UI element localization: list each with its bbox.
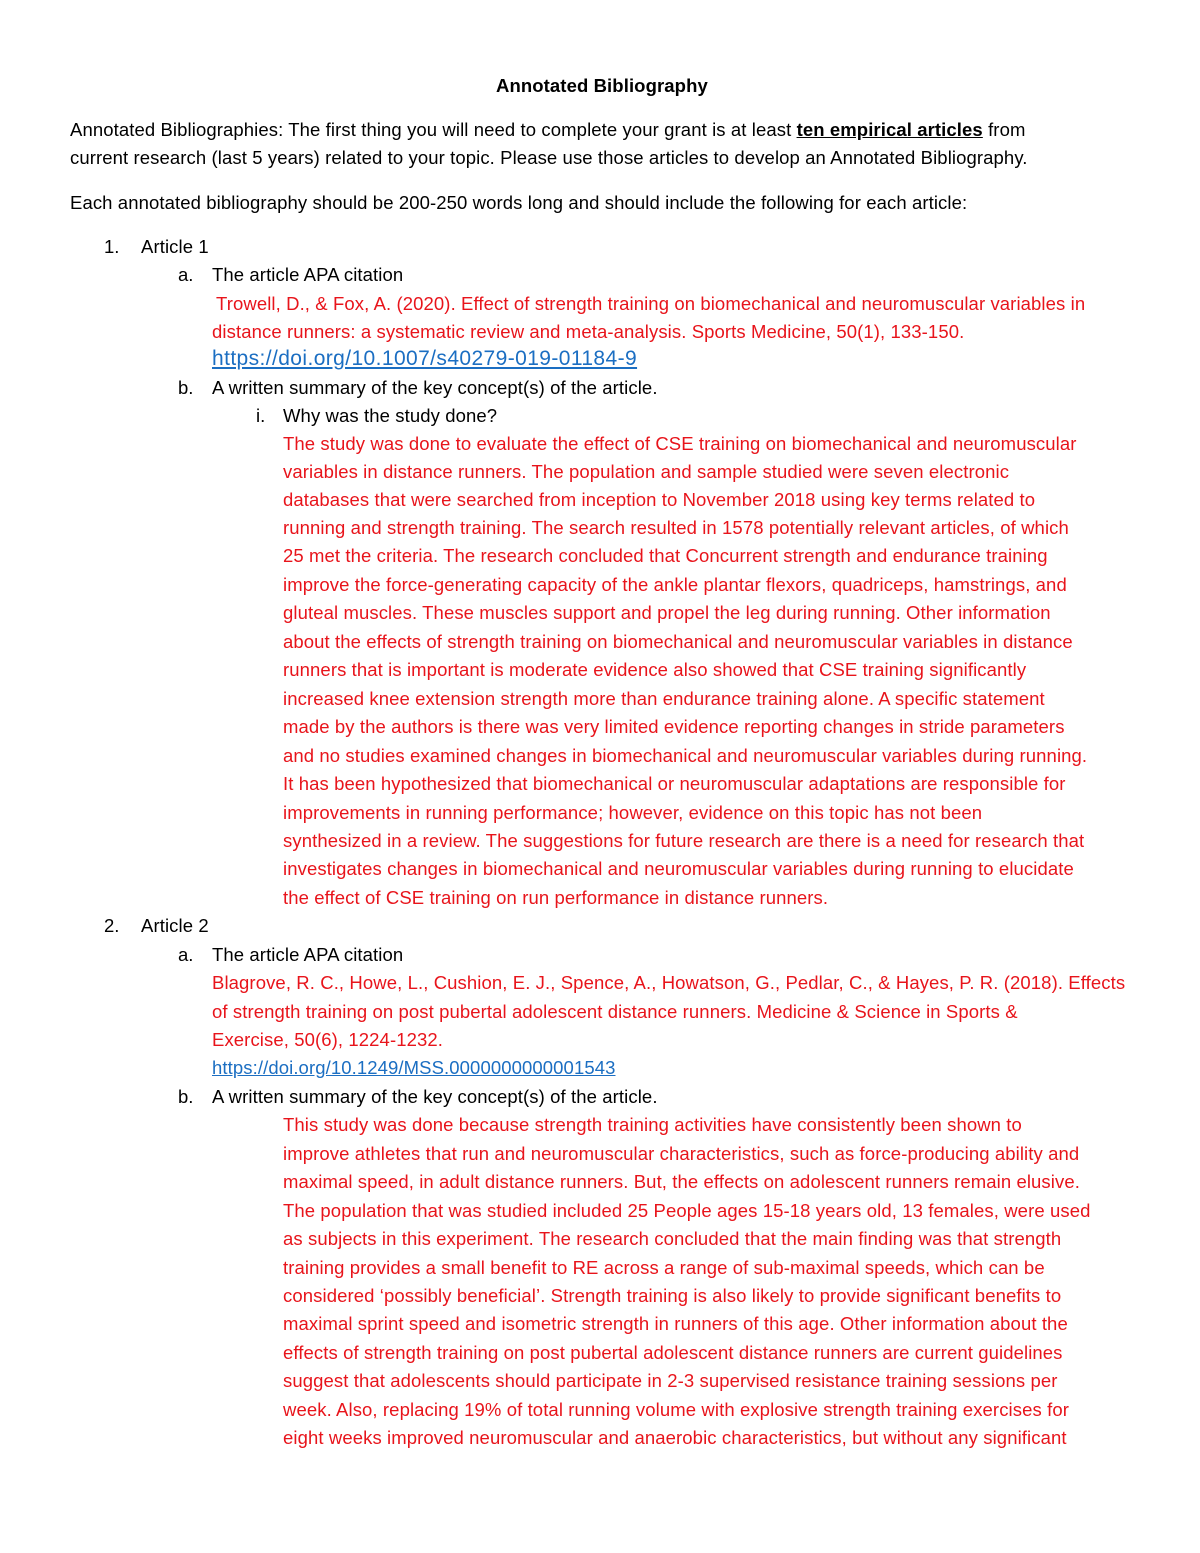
article-1-summary-line: runners that is important is moderate evidence also showed that CSE training significantly: [283, 659, 1027, 680]
article-1-a-label: The article APA citation: [212, 264, 404, 285]
intro-emphasis: ten empirical articles: [796, 119, 983, 140]
article-1-summary-line: It has been hypothesized that biomechanical or neuromuscular adaptations are responsible for: [283, 773, 1066, 794]
article-2-summary-line: maximal speed, in adult distance runners. But, the effects on adolescent runners remain elusive.: [283, 1171, 1080, 1192]
article-1-label: Article 1: [141, 236, 209, 257]
intro-line-1-pre: Annotated Bibliographies: The first thing you will need to complete your grant is at least: [70, 119, 797, 140]
article-1-summary-line: variables in distance runners. The population and sample studied were seven electronic: [283, 461, 1010, 482]
article-2-citation-line: Exercise, 50(6), 1224-1232.: [212, 1029, 443, 1050]
article-1-citation-line: Trowell, D., & Fox, A. (2020). Effect of strength training on biomechanical and neuromuscular variables in: [216, 293, 1086, 314]
article-2-citation-line: Blagrove, R. C., Howe, L., Cushion, E. J., Spence, A., Howatson, G., Pedlar, C., & Hayes, P. R. (2018). Effects: [212, 972, 1126, 993]
article-1-b-marker: b.: [178, 377, 194, 398]
article-1-summary-line: 25 met the criteria. The research concluded that Concurrent strength and endurance training: [283, 545, 1048, 566]
article-2-summary-line: week. Also, replacing 19% of total running volume with explosive strength training exercises for: [283, 1399, 1069, 1420]
article-1-summary-line: improve the force-generating capacity of the ankle plantar flexors, quadriceps, hamstrings, and: [283, 574, 1067, 595]
article-1-summary-line: increased knee extension strength more than endurance training alone. A specific statement: [283, 688, 1045, 709]
page-title: Annotated Bibliography: [496, 75, 708, 96]
article-2-summary-line: effects of strength training on post pubertal adolescent distance runners are current guidelines: [283, 1342, 1063, 1363]
article-1-summary-line: databases that were searched from inception to November 2018 using key terms related to: [283, 489, 1036, 510]
article-1-i-marker: i.: [256, 405, 266, 426]
intro-line-1-post: from: [982, 119, 1026, 140]
article-1-summary-line: running and strength training. The search resulted in 1578 potentially relevant articles, of which: [283, 517, 1069, 538]
article-2-citation-line: of strength training on post pubertal adolescent distance runners. Medicine & Science in Sports &: [212, 1001, 1018, 1022]
article-2-number: 2.: [104, 915, 120, 936]
article-1-summary-line: gluteal muscles. These muscles support and propel the leg during running. Other information: [283, 602, 1051, 623]
article-2-summary-line: This study was done because strength training activities have consistently been shown to: [283, 1114, 1022, 1135]
article-1-summary-line: improvements in running performance; however, evidence on this topic has not been: [283, 802, 983, 823]
article-1-number: 1.: [104, 236, 120, 257]
article-1-summary-line: The study was done to evaluate the effect of CSE training on biomechanical and neuromuscular: [283, 433, 1077, 454]
article-2-a-marker: a.: [178, 944, 194, 965]
article-1-summary-line: about the effects of strength training on biomechanical and neuromuscular variables in distance: [283, 631, 1073, 652]
article-1-summary-line: synthesized in a review. The suggestions for future research are there is a need for research that: [283, 830, 1085, 851]
article-2-b-marker: b.: [178, 1086, 194, 1107]
article-1-doi-link[interactable]: https://doi.org/10.1007/s40279-019-01184-9: [212, 347, 638, 370]
requirement-text: Each annotated bibliography should be 200-250 words long and should include the following for each article:: [70, 192, 968, 213]
article-2-summary-line: suggest that adolescents should participate in 2-3 supervised resistance training sessions per: [283, 1370, 1058, 1391]
article-2-a-label: The article APA citation: [212, 944, 404, 965]
article-1-summary-line: made by the authors is there was very limited evidence reporting changes in stride parameters: [283, 716, 1065, 737]
article-1-a-marker: a.: [178, 264, 194, 285]
article-2-doi-link[interactable]: https://doi.org/10.1249/MSS.0000000000001543: [212, 1057, 616, 1078]
article-1-summary-line: the effect of CSE training on run performance in distance runners.: [283, 887, 829, 908]
article-2-summary-line: considered ‘possibly beneficial’. Strength training is also likely to provide significant benefits to: [283, 1285, 1062, 1306]
article-1-summary-line: and no studies examined changes in biomechanical and neuromuscular variables during running.: [283, 745, 1088, 766]
article-2-label: Article 2: [141, 915, 209, 936]
article-1-summary-line: investigates changes in biomechanical and neuromuscular variables during running to elucidate: [283, 858, 1074, 879]
article-2-summary-line: The population that was studied included 25 People ages 15-18 years old, 13 females, were used: [283, 1200, 1091, 1221]
intro-line-1: [70, 116, 1025, 144]
article-1-citation-line: distance runners: a systematic review and meta-analysis. Sports Medicine, 50(1), 133-150.: [212, 321, 965, 342]
article-2-summary-line: training provides a small benefit to RE across a range of sub-maximal speeds, which can be: [283, 1257, 1045, 1278]
article-2-summary-line: eight weeks improved neuromuscular and anaerobic characteristics, but without any significant: [283, 1427, 1067, 1448]
article-2-summary-line: as subjects in this experiment. The research concluded that the main finding was that strength: [283, 1228, 1062, 1249]
article-2-summary-line: maximal sprint speed and isometric strength in runners of this age. Other information about the: [283, 1313, 1068, 1334]
article-2-b-label: A written summary of the key concept(s) of the article.: [212, 1086, 658, 1107]
article-1-i-label: Why was the study done?: [283, 405, 498, 426]
intro-line-2: current research (last 5 years) related to your topic. Please use those articles to develop an Annotated Bibliography.: [70, 147, 1028, 168]
article-2-summary-line: improve athletes that run and neuromuscular characteristics, such as force-producing ability and: [283, 1143, 1080, 1164]
article-1-b-label: A written summary of the key concept(s) of the article.: [212, 377, 658, 398]
